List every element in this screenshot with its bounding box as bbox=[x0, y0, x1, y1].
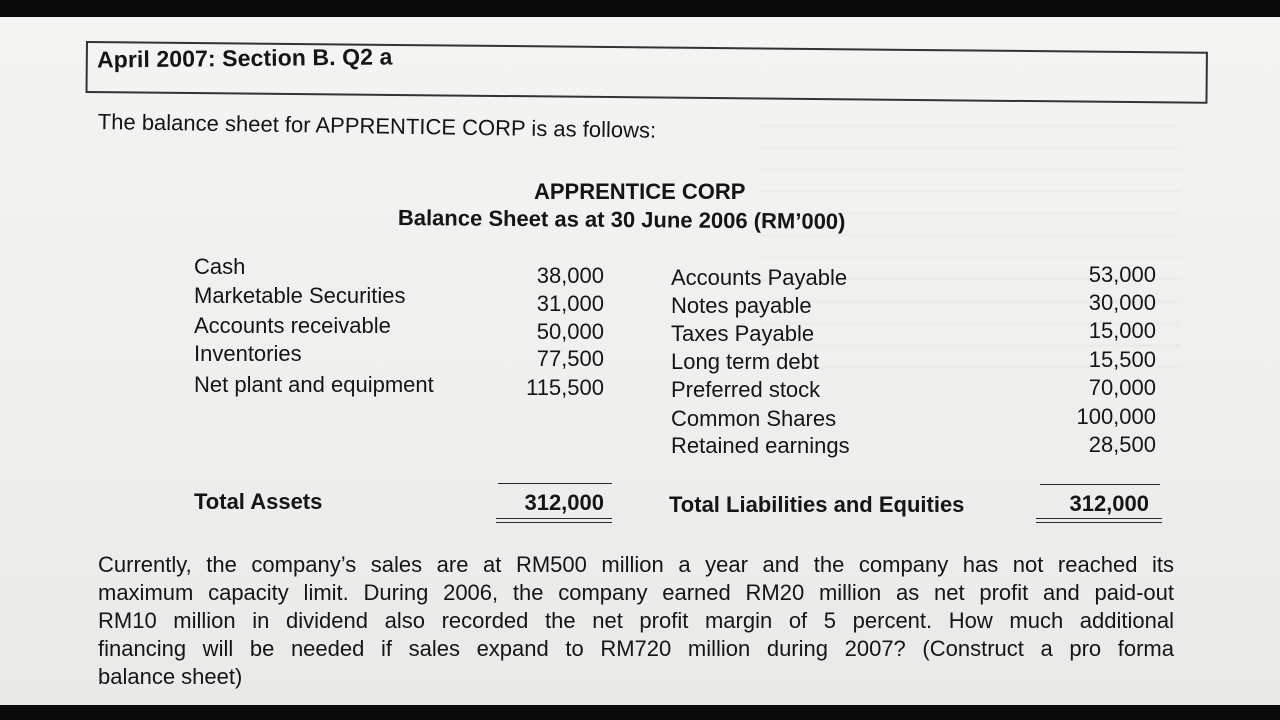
liability-value: 100,000 bbox=[1076, 404, 1156, 429]
asset-label: Cash bbox=[194, 254, 246, 279]
document-page bbox=[0, 17, 1280, 705]
question-line: balance sheet) bbox=[98, 664, 243, 689]
total-liab-double-rule-1 bbox=[1036, 518, 1162, 519]
question-line: maximum capacity limit. During 2006, the company earned RM20 million as net profit and paid-out bbox=[98, 580, 1174, 605]
liability-label: Long term debt bbox=[671, 349, 819, 374]
section-header: April 2007: Section B. Q2 a bbox=[96, 43, 393, 73]
asset-value: 31,000 bbox=[536, 291, 604, 316]
liability-value: 70,000 bbox=[1088, 375, 1156, 400]
liability-label: Preferred stock bbox=[671, 377, 821, 402]
question-line: financing will be needed if sales expand to RM720 million during 2007? (Construct a pro forma bbox=[98, 636, 1174, 661]
total-assets-double-rule-2 bbox=[496, 522, 612, 523]
liability-label: Accounts Payable bbox=[671, 265, 848, 290]
asset-value: 77,500 bbox=[536, 346, 604, 371]
liability-label: Notes payable bbox=[671, 293, 812, 318]
total-assets-label: Total Assets bbox=[194, 489, 323, 514]
question-paragraph bbox=[98, 551, 1174, 691]
asset-label: Marketable Securities bbox=[194, 283, 406, 308]
intro-sentence: The balance sheet for APPRENTICE CORP is as follows: bbox=[97, 109, 657, 143]
total-liab-double-rule-2 bbox=[1036, 522, 1162, 523]
liability-value: 15,000 bbox=[1088, 318, 1156, 343]
asset-label: Inventories bbox=[194, 341, 302, 366]
asset-value: 115,500 bbox=[526, 375, 604, 400]
asset-value: 38,000 bbox=[536, 263, 604, 288]
liability-label: Taxes Payable bbox=[671, 321, 815, 346]
show-through-texture bbox=[760, 107, 1180, 387]
total-liab-top-rule bbox=[1040, 484, 1160, 485]
liability-label: Retained earnings bbox=[671, 433, 850, 458]
liability-label: Common Shares bbox=[671, 406, 837, 431]
balance-sheet-subtitle: Balance Sheet as at 30 June 2006 (RM’000) bbox=[397, 205, 846, 234]
question-line: RM10 million in dividend also recorded the net profit margin of 5 percent. How much additional bbox=[98, 608, 1174, 633]
asset-label: Accounts receivable bbox=[194, 313, 391, 338]
question-line: Currently, the company’s sales are at RM500 million a year and the company has not reached its bbox=[98, 552, 1174, 577]
liability-value: 15,500 bbox=[1088, 347, 1156, 372]
asset-label: Net plant and equipment bbox=[194, 372, 434, 397]
total-assets-value: 312,000 bbox=[524, 490, 604, 515]
total-liabilities-label: Total Liabilities and Equities bbox=[669, 492, 965, 517]
liability-value: 28,500 bbox=[1088, 432, 1156, 457]
company-title: APPRENTICE CORP bbox=[534, 179, 746, 204]
total-assets-double-rule-1 bbox=[496, 518, 612, 519]
liability-value: 30,000 bbox=[1088, 290, 1156, 315]
total-assets-top-rule bbox=[498, 483, 612, 484]
asset-value: 50,000 bbox=[536, 319, 604, 344]
total-liabilities-value: 312,000 bbox=[1069, 491, 1149, 516]
liability-value: 53,000 bbox=[1088, 262, 1156, 287]
